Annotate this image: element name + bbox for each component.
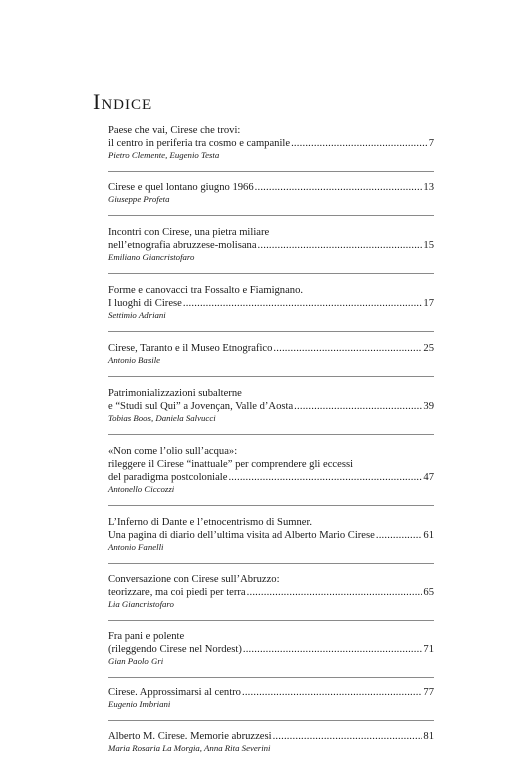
dot-leader <box>243 643 423 656</box>
page-title: Indice <box>93 89 153 114</box>
toc-page-number: 77 <box>423 687 434 698</box>
toc-entry-title-line: Incontri con Cirese, una pietra miliare <box>108 227 270 238</box>
toc-page-number: 15 <box>423 240 434 251</box>
toc-page-number: 25 <box>423 343 434 354</box>
toc-entry-title-line <box>108 643 434 656</box>
dot-leader <box>273 342 422 355</box>
toc-page-number: 13 <box>423 182 434 193</box>
dot-leader <box>247 586 423 599</box>
dot-leader <box>376 529 423 542</box>
toc-entry[interactable] <box>108 621 434 678</box>
toc-page-number: 47 <box>423 472 434 483</box>
toc-entry-title-line <box>108 471 434 484</box>
toc-entry-title: Alberto M. Cirese. Memorie abruzzesi <box>108 731 272 742</box>
toc-entry-authors: Antonio Fanelli <box>108 542 164 552</box>
toc-entry-title-line <box>108 529 434 542</box>
dot-leader <box>273 730 423 743</box>
toc-entry-title: (rileggendo Cirese nel Nordest) <box>108 644 242 655</box>
toc-entry-title-line <box>108 400 434 413</box>
toc-entry-authors: Antonello Ciccozzi <box>108 484 175 494</box>
toc-entry-title-line <box>108 342 434 355</box>
toc-entry-title: il centro in periferia tra cosmo e campanile <box>108 138 291 149</box>
toc-page-number: 81 <box>423 731 434 742</box>
toc-entry-authors: Giuseppe Profeta <box>108 194 170 204</box>
toc-entry[interactable] <box>108 332 434 377</box>
toc-entry-title: del paradigma postcoloniale <box>108 472 228 483</box>
toc-entry-title-line: Patrimonializzazioni subalterne <box>108 388 242 399</box>
toc-entry-authors: Settimio Adriani <box>108 310 166 320</box>
toc-entry-title-line <box>108 730 434 743</box>
toc-entry-title-line: L’Inferno di Dante e l’etnocentrismo di Sumner. <box>108 517 313 528</box>
toc-page-number: 17 <box>423 298 434 309</box>
toc-entry-title-line: rileggere il Cirese “inattuale” per comprendere gli eccessi <box>108 459 354 470</box>
toc-entry[interactable] <box>108 721 434 764</box>
toc-entry-title: e “Studi sul Qui” a Jovençan, Valle d’Aosta <box>108 401 294 412</box>
toc-entry-authors: Emiliano Giancristofaro <box>108 252 195 262</box>
toc-page-number: 65 <box>423 587 434 598</box>
toc-entry-title: Cirese, Taranto e il Museo Etnografico <box>108 343 273 354</box>
toc-entry[interactable] <box>108 377 434 435</box>
toc-entry[interactable] <box>108 564 434 621</box>
toc-entry[interactable] <box>108 274 434 332</box>
dot-leader <box>183 297 423 310</box>
toc-entry-title-line: «Non come l’olio sull’acqua»: <box>108 446 238 457</box>
toc-entry-title-line <box>108 239 434 252</box>
toc-entry[interactable] <box>108 678 434 721</box>
dot-leader <box>258 239 423 252</box>
toc-entry-authors: Gian Paolo Gri <box>108 656 164 666</box>
toc-entry-authors: Lia Giancristofaro <box>108 599 174 609</box>
toc-entry-title-line: Paese che vai, Cirese che trovi: <box>108 125 241 136</box>
toc-entry-title: Cirese e quel lontano giugno 1966 <box>108 182 254 193</box>
toc-page-number: 61 <box>423 530 434 541</box>
dot-leader <box>294 400 422 413</box>
table-of-contents <box>108 124 434 764</box>
dot-leader <box>228 471 422 484</box>
toc-entry-title: I luoghi di Cirese <box>108 298 182 309</box>
toc-entry-title-line <box>108 297 434 310</box>
toc-entry[interactable] <box>108 172 434 216</box>
toc-entry-title: teorizzare, ma coi piedi per terra <box>108 587 246 598</box>
toc-entry-authors: Antonio Basile <box>108 355 161 365</box>
toc-entry-title-line <box>108 181 434 194</box>
toc-entry[interactable] <box>108 435 434 506</box>
toc-entry-title: nell’etnografia abruzzese-molisana <box>108 240 257 251</box>
toc-entry-title-line <box>108 686 434 699</box>
toc-entry-authors: Tobias Boos, Daniela Salvucci <box>108 413 216 423</box>
toc-entry-title-line: Forme e canovacci tra Fossalto e Fiamignano. <box>108 285 304 296</box>
toc-entry-title-line: Fra pani e polente <box>108 631 185 642</box>
toc-entry[interactable] <box>108 506 434 564</box>
toc-entry-title-line: Conversazione con Cirese sull’Abruzzo: <box>108 574 280 585</box>
toc-entry-authors: Eugenio Imbriani <box>108 699 171 709</box>
toc-entry-title: Una pagina di diario dell’ultima visita ad Alberto Mario Cirese <box>108 530 375 541</box>
dot-leader <box>291 137 428 150</box>
toc-page-number: 71 <box>423 644 434 655</box>
toc-entry-title-line <box>108 586 434 599</box>
toc-entry[interactable] <box>108 124 434 172</box>
toc-entry-authors: Pietro Clemente, Eugenio Testa <box>108 150 220 160</box>
toc-entry-title-line <box>108 137 434 150</box>
toc-entry-authors: Maria Rosaria La Morgia, Anna Rita Severini <box>108 743 271 753</box>
dot-leader <box>255 181 423 194</box>
toc-entry-title: Cirese. Approssimarsi al centro <box>108 687 241 698</box>
toc-page-number: 7 <box>428 138 434 149</box>
dot-leader <box>242 686 422 699</box>
toc-page-number: 39 <box>423 401 434 412</box>
toc-entry[interactable] <box>108 216 434 274</box>
